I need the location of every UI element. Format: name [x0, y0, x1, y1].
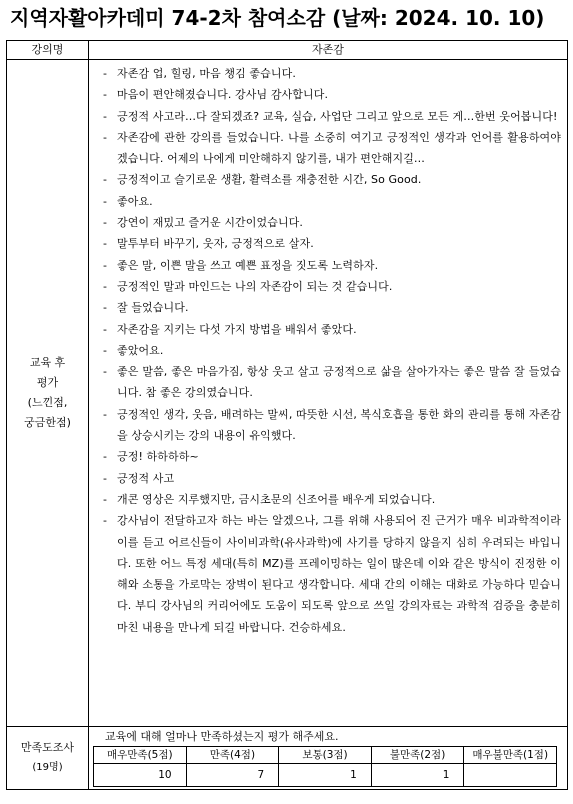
rating-value-dissatisfied: 1 — [371, 764, 464, 787]
rating-header-row — [94, 747, 557, 764]
feedback-item: - 긍정! 하하하하~ — [103, 446, 561, 467]
feedback-item: - 긍정적인 말과 마인드는 나의 자존감이 되는 것 같습니다. — [103, 276, 561, 297]
rating-value-very-satisfied: 10 — [94, 764, 187, 787]
rating-header-very-dissatisfied: 매우불만족(1점) — [464, 747, 557, 764]
feedback-item: - 좋았어요. — [103, 340, 561, 361]
rating-header-dissatisfied: 불만족(2점) — [371, 747, 464, 764]
feedback-item: - 자존감 업, 힐링, 마음 챙김 좋습니다. — [103, 63, 561, 84]
rating-header-neutral: 보통(3점) — [279, 747, 372, 764]
satisfaction-label — [7, 727, 89, 790]
evaluation-label-line: 궁금한점) — [24, 416, 71, 429]
feedback-item: - 긍정적인 생각, 웃음, 배려하는 말씨, 따뜻한 시선, 복식호흡을 통한 화의 관리를 통해 자존감을 상승시키는 강의 내용이 유익했다. — [103, 404, 561, 447]
feedback-item: - 마음이 편안해졌습니다. 강사님 감사합니다. — [103, 84, 561, 105]
feedback-item: - 긍정적이고 슬기로운 생활, 활력소를 재충전한 시간, So Good. — [103, 169, 561, 190]
rating-value-satisfied: 7 — [186, 764, 279, 787]
rating-header-very-satisfied: 매우만족(5점) — [94, 747, 187, 764]
satisfaction-title: 만족도조사 — [20, 741, 75, 754]
rating-value-very-dissatisfied — [464, 764, 557, 787]
evaluation-label — [7, 60, 89, 727]
feedback-list — [89, 60, 567, 638]
feedback-item: - 좋은 말, 이쁜 말을 쓰고 예쁜 표정을 짓도록 노력하자. — [103, 255, 561, 276]
evaluation-label-line: 교육 후 — [29, 356, 66, 369]
feedback-item: - 좋아요. — [103, 191, 561, 212]
satisfaction-question: 교육에 대해 얼마나 만족하셨는지 평가 해주세요. — [105, 730, 339, 743]
feedback-item: - 자존감에 관한 강의를 들었습니다. 나를 소중히 여기고 긍정적인 생각과 언어를 활용하여야겠습니다. 어제의 나에게 미안해하지 않기를, 내가 편안해지길… — [103, 127, 561, 170]
feedback-item: - 말투부터 바꾸기, 웃자, 긍정적으로 살자. — [103, 233, 561, 254]
feedback-item: - 강연이 재밌고 즐거운 시간이었습니다. — [103, 212, 561, 233]
rating-table — [93, 746, 557, 787]
header-lecture-label: 강의명 — [7, 41, 89, 60]
feedback-item: - 좋은 말씀, 좋은 마음가짐, 항상 웃고 살고 긍정적으로 삶을 살아가자는 좋은 말씀 잘 들었습니다. 참 좋은 강의였습니다. — [103, 361, 561, 404]
evaluation-label-line: 평가 — [36, 376, 59, 389]
feedback-item: - 잘 들었습니다. — [103, 297, 561, 318]
feedback-item: - 강사님이 전달하고자 하는 바는 알겠으나, 그를 위해 사용되어 진 근거가 매우 비과학적이라 이를 듣고 어르신들이 사이비과학(유사과학)에 사기를 당하지 않을지 심히 우려되는 바입니다. 또한 어느 특정 세대(특히 MZ)를 프레이밍하는 일이 많은데 이와 같은 방식이 진정한 이해와 소통을 가로막는 장벽이 된다고 생각합니다. 세대 간의 이해는 대화로 가능하다 믿습니다. 부디 강사님의 커리어에도 도움이 되도록 앞으로 쓰일 강의자료는 과학적 검증을 충분히 마친 내용을 만나게 되길 바랍니다. 건승하세요. — [103, 510, 561, 638]
feedback-item: - 개콘 영상은 지루했지만, 금시초문의 신조어를 배우게 되었습니다. — [103, 489, 561, 510]
respondent-count: (19명) — [32, 762, 63, 773]
feedback-item: - 긍정적 사고라…다 잘되겠죠? 교육, 실습, 사업단 그리고 앞으로 모든 게…한번 웃어봅니다! — [103, 106, 561, 127]
satisfaction-cell — [89, 727, 568, 790]
feedback-item: - 자존감을 지키는 다섯 가지 방법을 배워서 좋았다. — [103, 319, 561, 340]
rating-value-neutral: 1 — [279, 764, 372, 787]
satisfaction-row — [7, 727, 568, 790]
header-lecture-name: 자존감 — [89, 41, 568, 60]
rating-header-satisfied: 만족(4점) — [186, 747, 279, 764]
survey-table — [6, 40, 568, 790]
evaluation-label-line: (느낀점, — [27, 396, 68, 409]
document-title: 지역자활아카데미 74-2차 참여소감 (날짜: 2024. 10. 10) — [10, 6, 545, 30]
feedback-cell — [89, 60, 568, 727]
feedback-item: - 긍정적 사고 — [103, 468, 561, 489]
header-row — [7, 41, 568, 60]
evaluation-row — [7, 60, 568, 727]
rating-value-row — [94, 764, 557, 787]
